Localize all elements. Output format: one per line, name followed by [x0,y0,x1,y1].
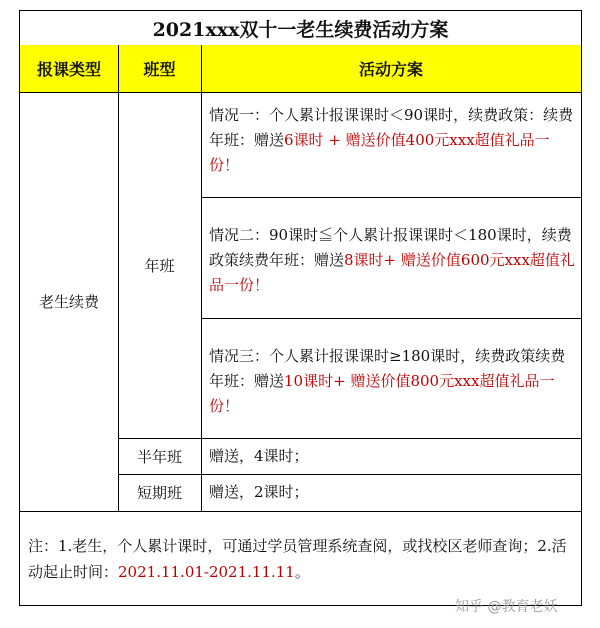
campaign-table [19,10,582,606]
plan-case-bonus: 6课时 + 赠送价值400元xxx超值礼品一份！ [209,131,550,174]
plan-short-term: 赠送，2课时； [209,483,309,501]
divider [201,318,581,319]
watermark: 知乎 @教育老妖 [455,599,558,615]
plan-case-bonus: 10课时+ 赠送价值800元xxx超值礼品一份！ [209,372,555,415]
plan-case-3 [201,344,581,419]
plan-case-text: 情况一：个人累计报课课时＜90课时，续费政策：续费年班：赠送 [209,106,574,149]
class-type-short-term: 短期班 [136,484,182,502]
plan-case-2 [201,223,581,298]
divider [201,197,581,198]
plan-case-bonus: 8课时+ 赠送价值600元xxx超值礼品一份！ [209,251,575,294]
plan-case-text: 情况三：个人累计报课课时≥180课时，续费政策续费年班：赠送 [209,347,566,390]
class-type-half-year: 半年班 [136,447,182,466]
class-type-annual: 年班 [144,256,175,275]
plan-case-1 [201,103,581,178]
header-plan: 活动方案 [358,60,423,79]
footnote-end: 。 [294,563,310,581]
footnote [20,511,581,605]
header-row [20,45,581,92]
plan-case-text: 情况二：90课时≦个人累计报课课时＜180课时，续费政策续费年班：赠送 [209,226,572,269]
header-course-type: 报课类型 [36,60,101,79]
header-class-type: 班型 [143,60,176,79]
footnote-text: 注：1.老生，个人累计课时，可通过学员管理系统查阅，或找校区老师查询；2.活动起止时间： [28,537,567,581]
table-title: 2021xxx双十一老生续费活动方案 [152,18,449,41]
footnote-dates: 2021.11.01-2021.11.11 [118,563,295,581]
plan-half-year: 赠送，4课时； [209,446,309,465]
course-type-cell: 老生续费 [38,293,99,311]
